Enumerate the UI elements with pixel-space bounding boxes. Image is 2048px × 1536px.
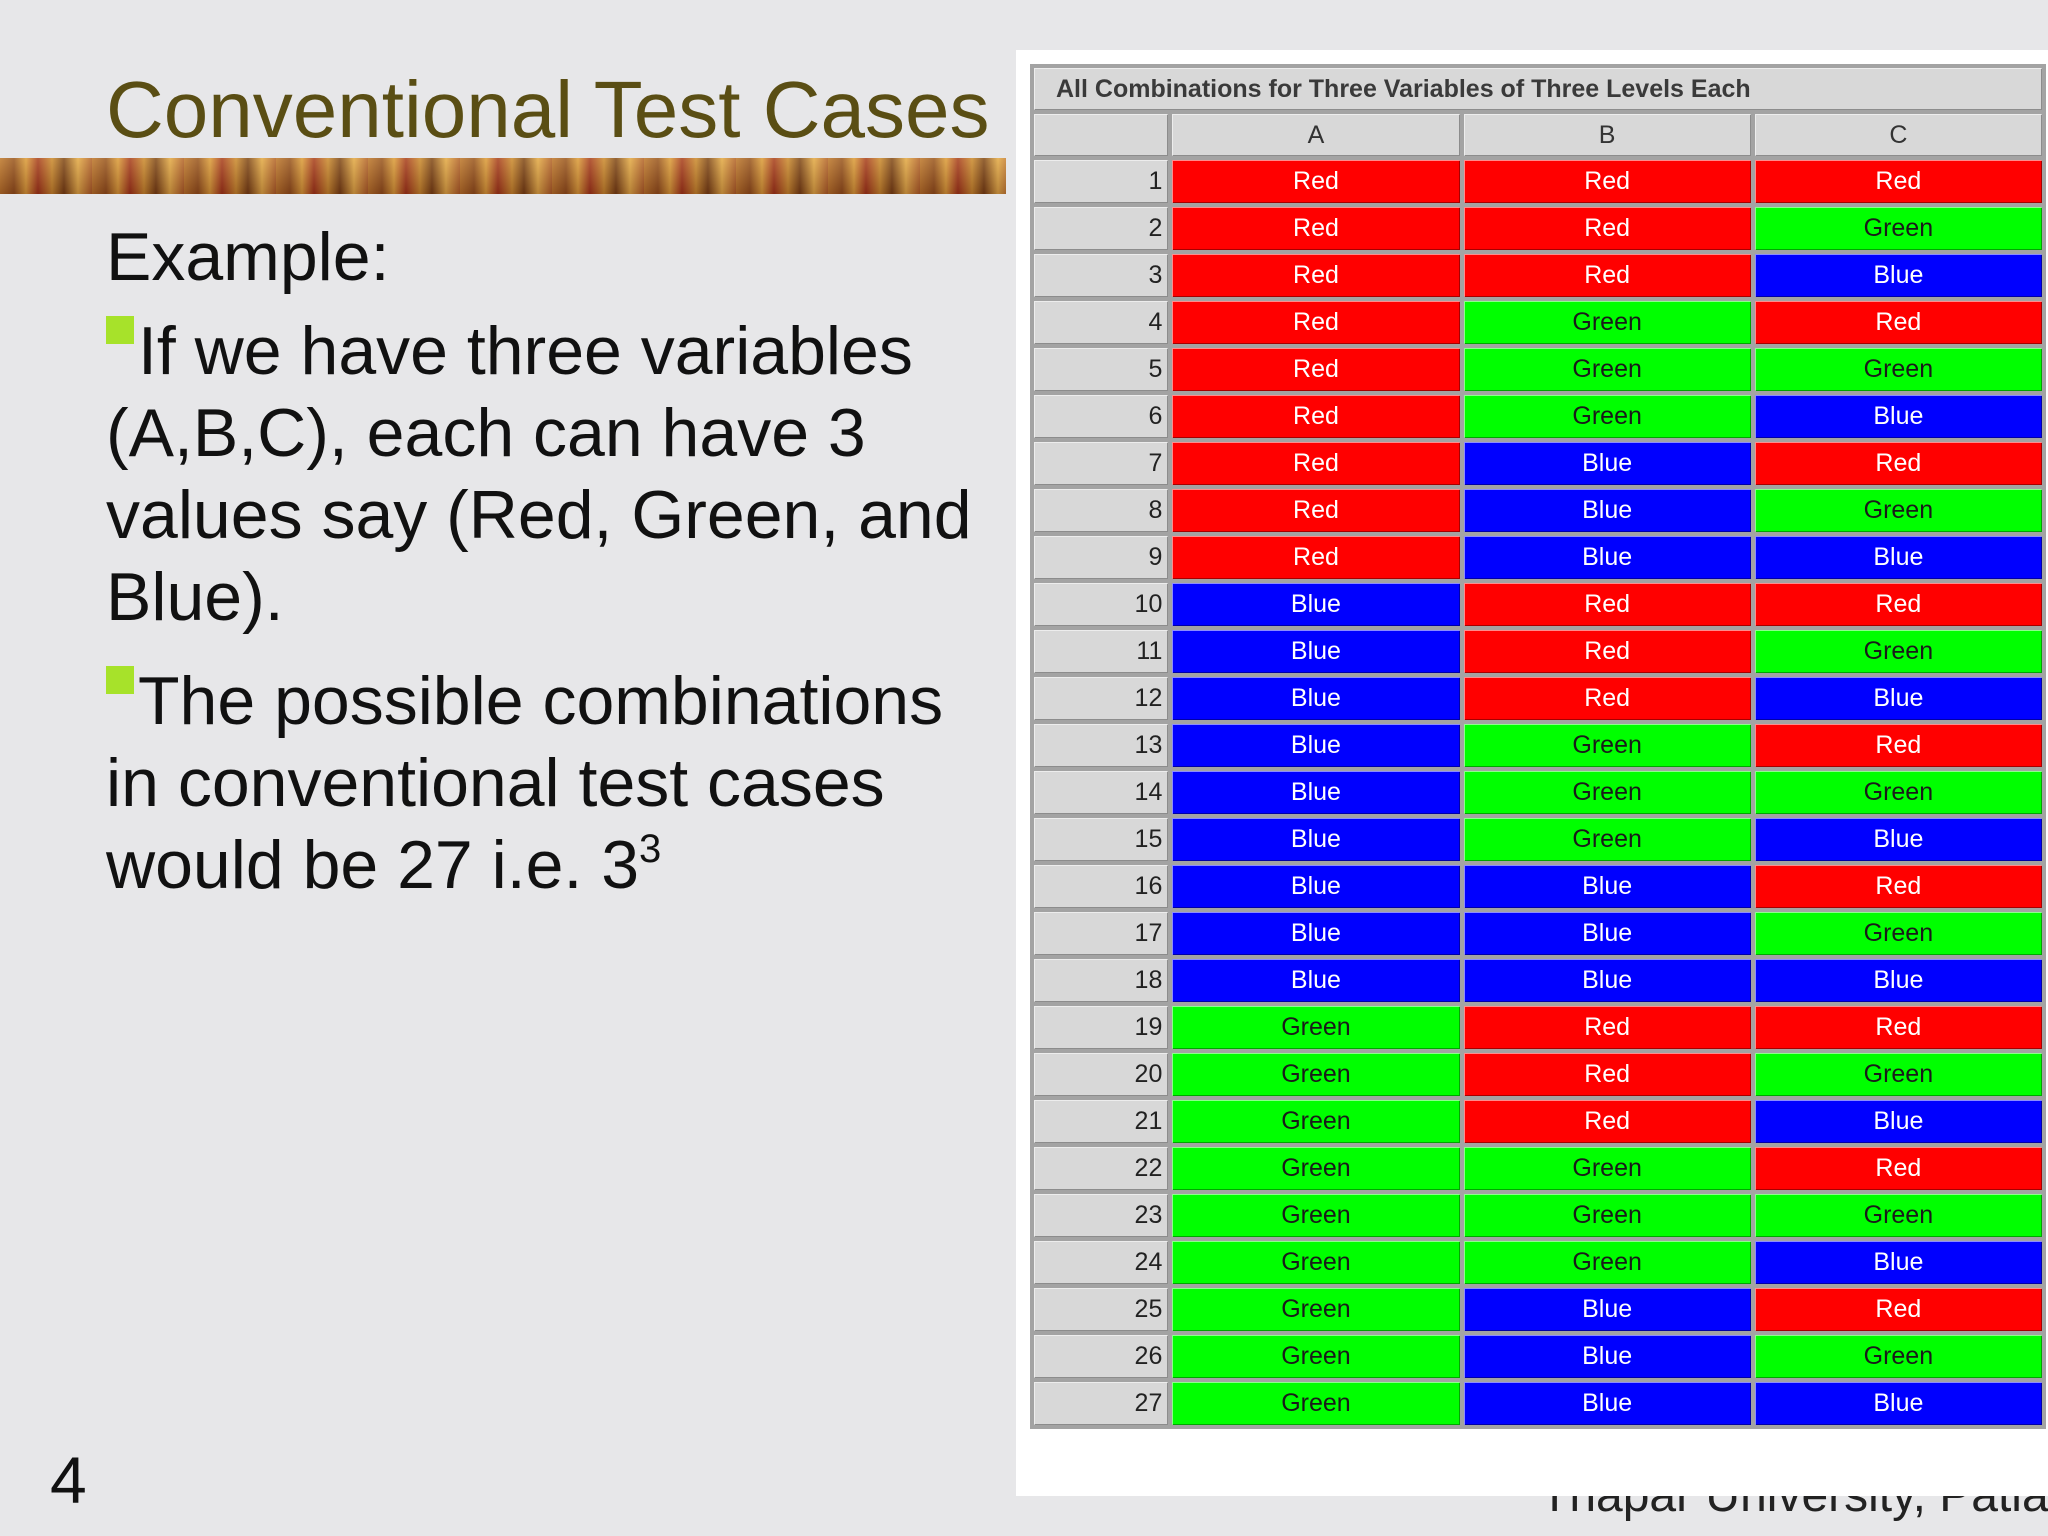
value-cell-c: Green xyxy=(1755,1335,2042,1378)
table-row xyxy=(1034,1006,2042,1049)
value-cell-a: Green xyxy=(1172,1147,1459,1190)
value-cell-b: Blue xyxy=(1464,912,1751,955)
row-number: 20 xyxy=(1034,1053,1168,1096)
value-cell-b: Blue xyxy=(1464,865,1751,908)
table-row xyxy=(1034,724,2042,767)
row-number-header xyxy=(1034,114,1168,156)
table-row xyxy=(1034,583,2042,626)
value-cell-a: Blue xyxy=(1172,865,1459,908)
row-number: 19 xyxy=(1034,1006,1168,1049)
value-cell-a: Green xyxy=(1172,1194,1459,1237)
value-cell-c: Blue xyxy=(1755,1241,2042,1284)
row-number: 16 xyxy=(1034,865,1168,908)
column-header-a: A xyxy=(1172,114,1459,156)
value-cell-b: Red xyxy=(1464,1053,1751,1096)
table-row xyxy=(1034,677,2042,720)
value-cell-b: Green xyxy=(1464,1147,1751,1190)
bullet-variables xyxy=(106,310,996,638)
value-cell-b: Blue xyxy=(1464,959,1751,1002)
row-number: 10 xyxy=(1034,583,1168,626)
table-row xyxy=(1034,818,2042,861)
value-cell-a: Red xyxy=(1172,301,1459,344)
example-heading: Example: xyxy=(106,219,390,295)
value-cell-c: Blue xyxy=(1755,395,2042,438)
value-cell-b: Red xyxy=(1464,160,1751,203)
row-number: 22 xyxy=(1034,1147,1168,1190)
value-cell-b: Green xyxy=(1464,395,1751,438)
value-cell-b: Green xyxy=(1464,818,1751,861)
slide-title: Conventional Test Cases xyxy=(106,65,990,154)
value-cell-a: Red xyxy=(1172,207,1459,250)
row-number: 13 xyxy=(1034,724,1168,767)
table-row xyxy=(1034,630,2042,673)
value-cell-b: Blue xyxy=(1464,442,1751,485)
row-number: 7 xyxy=(1034,442,1168,485)
value-cell-c: Green xyxy=(1755,771,2042,814)
value-cell-b: Green xyxy=(1464,724,1751,767)
table-row xyxy=(1034,912,2042,955)
value-cell-b: Blue xyxy=(1464,536,1751,579)
value-cell-b: Red xyxy=(1464,1100,1751,1143)
value-cell-b: Red xyxy=(1464,583,1751,626)
decorative-title-band xyxy=(0,158,1006,194)
value-cell-a: Red xyxy=(1172,254,1459,297)
table-row xyxy=(1034,254,2042,297)
table-row xyxy=(1034,1147,2042,1190)
value-cell-c: Blue xyxy=(1755,254,2042,297)
value-cell-b: Red xyxy=(1464,1006,1751,1049)
value-cell-a: Blue xyxy=(1172,630,1459,673)
value-cell-a: Red xyxy=(1172,489,1459,532)
value-cell-a: Red xyxy=(1172,536,1459,579)
table-row xyxy=(1034,1382,2042,1425)
table-row xyxy=(1034,1194,2042,1237)
value-cell-a: Blue xyxy=(1172,912,1459,955)
value-cell-c: Green xyxy=(1755,207,2042,250)
row-number: 12 xyxy=(1034,677,1168,720)
value-cell-c: Red xyxy=(1755,1288,2042,1331)
table-row xyxy=(1034,348,2042,391)
value-cell-a: Green xyxy=(1172,1335,1459,1378)
table-row xyxy=(1034,395,2042,438)
value-cell-c: Green xyxy=(1755,912,2042,955)
table-caption: All Combinations for Three Variables of Three Levels Each xyxy=(1034,68,2042,110)
table-row xyxy=(1034,1053,2042,1096)
value-cell-b: Green xyxy=(1464,348,1751,391)
row-number: 8 xyxy=(1034,489,1168,532)
value-cell-c: Red xyxy=(1755,301,2042,344)
value-cell-c: Blue xyxy=(1755,818,2042,861)
table-row xyxy=(1034,1241,2042,1284)
value-cell-c: Green xyxy=(1755,630,2042,673)
row-number: 1 xyxy=(1034,160,1168,203)
table-row xyxy=(1034,207,2042,250)
value-cell-c: Blue xyxy=(1755,1100,2042,1143)
value-cell-b: Red xyxy=(1464,630,1751,673)
value-cell-c: Red xyxy=(1755,865,2042,908)
value-cell-a: Green xyxy=(1172,1006,1459,1049)
combinations-table-panel xyxy=(1016,50,2048,1496)
bullet-square-icon xyxy=(106,666,134,694)
table-row xyxy=(1034,771,2042,814)
column-header-b: B xyxy=(1464,114,1751,156)
table-body xyxy=(1034,160,2042,1425)
value-cell-c: Red xyxy=(1755,583,2042,626)
table-row xyxy=(1034,959,2042,1002)
slide-body xyxy=(106,216,996,928)
row-number: 24 xyxy=(1034,1241,1168,1284)
page-number: 4 xyxy=(50,1443,87,1517)
value-cell-a: Green xyxy=(1172,1241,1459,1284)
value-cell-b: Blue xyxy=(1464,489,1751,532)
value-cell-c: Green xyxy=(1755,1194,2042,1237)
value-cell-c: Red xyxy=(1755,724,2042,767)
bullet-combinations-text: The possible combinations in conventional test cases would be 27 i.e. 3 xyxy=(106,663,944,903)
value-cell-a: Blue xyxy=(1172,771,1459,814)
table-row xyxy=(1034,1335,2042,1378)
exponent: 3 xyxy=(639,827,662,871)
row-number: 6 xyxy=(1034,395,1168,438)
value-cell-c: Red xyxy=(1755,1147,2042,1190)
value-cell-c: Blue xyxy=(1755,1382,2042,1425)
row-number: 25 xyxy=(1034,1288,1168,1331)
value-cell-a: Blue xyxy=(1172,724,1459,767)
row-number: 15 xyxy=(1034,818,1168,861)
bullet-combinations xyxy=(106,660,996,906)
value-cell-c: Green xyxy=(1755,348,2042,391)
row-number: 4 xyxy=(1034,301,1168,344)
table-row xyxy=(1034,489,2042,532)
value-cell-a: Green xyxy=(1172,1288,1459,1331)
row-number: 23 xyxy=(1034,1194,1168,1237)
value-cell-c: Blue xyxy=(1755,536,2042,579)
value-cell-b: Red xyxy=(1464,207,1751,250)
row-number: 2 xyxy=(1034,207,1168,250)
value-cell-c: Green xyxy=(1755,489,2042,532)
bullet-square-icon xyxy=(106,316,134,344)
table-row xyxy=(1034,536,2042,579)
table-row xyxy=(1034,160,2042,203)
value-cell-c: Green xyxy=(1755,1053,2042,1096)
combinations-table xyxy=(1030,64,2046,1429)
value-cell-a: Blue xyxy=(1172,818,1459,861)
value-cell-a: Red xyxy=(1172,395,1459,438)
value-cell-b: Red xyxy=(1464,254,1751,297)
value-cell-b: Blue xyxy=(1464,1288,1751,1331)
value-cell-a: Green xyxy=(1172,1382,1459,1425)
table-row xyxy=(1034,301,2042,344)
row-number: 26 xyxy=(1034,1335,1168,1378)
value-cell-b: Green xyxy=(1464,1194,1751,1237)
table-row xyxy=(1034,442,2042,485)
row-number: 18 xyxy=(1034,959,1168,1002)
value-cell-c: Red xyxy=(1755,160,2042,203)
value-cell-b: Blue xyxy=(1464,1382,1751,1425)
value-cell-a: Red xyxy=(1172,348,1459,391)
value-cell-a: Blue xyxy=(1172,677,1459,720)
value-cell-b: Green xyxy=(1464,1241,1751,1284)
value-cell-c: Red xyxy=(1755,442,2042,485)
value-cell-a: Green xyxy=(1172,1053,1459,1096)
table-row xyxy=(1034,865,2042,908)
value-cell-a: Red xyxy=(1172,160,1459,203)
value-cell-c: Blue xyxy=(1755,959,2042,1002)
bullet-variables-text: If we have three variables (A,B,C), each can have 3 values say (Red, Green, and Blue). xyxy=(106,313,972,635)
value-cell-a: Green xyxy=(1172,1100,1459,1143)
value-cell-a: Blue xyxy=(1172,959,1459,1002)
value-cell-b: Blue xyxy=(1464,1335,1751,1378)
column-header-c: C xyxy=(1755,114,2042,156)
value-cell-c: Blue xyxy=(1755,677,2042,720)
row-number: 3 xyxy=(1034,254,1168,297)
row-number: 9 xyxy=(1034,536,1168,579)
value-cell-c: Red xyxy=(1755,1006,2042,1049)
row-number: 27 xyxy=(1034,1382,1168,1425)
value-cell-b: Green xyxy=(1464,771,1751,814)
row-number: 14 xyxy=(1034,771,1168,814)
value-cell-a: Blue xyxy=(1172,583,1459,626)
value-cell-b: Green xyxy=(1464,301,1751,344)
table-row xyxy=(1034,1288,2042,1331)
row-number: 5 xyxy=(1034,348,1168,391)
value-cell-b: Red xyxy=(1464,677,1751,720)
row-number: 17 xyxy=(1034,912,1168,955)
value-cell-a: Red xyxy=(1172,442,1459,485)
row-number: 11 xyxy=(1034,630,1168,673)
table-row xyxy=(1034,1100,2042,1143)
row-number: 21 xyxy=(1034,1100,1168,1143)
